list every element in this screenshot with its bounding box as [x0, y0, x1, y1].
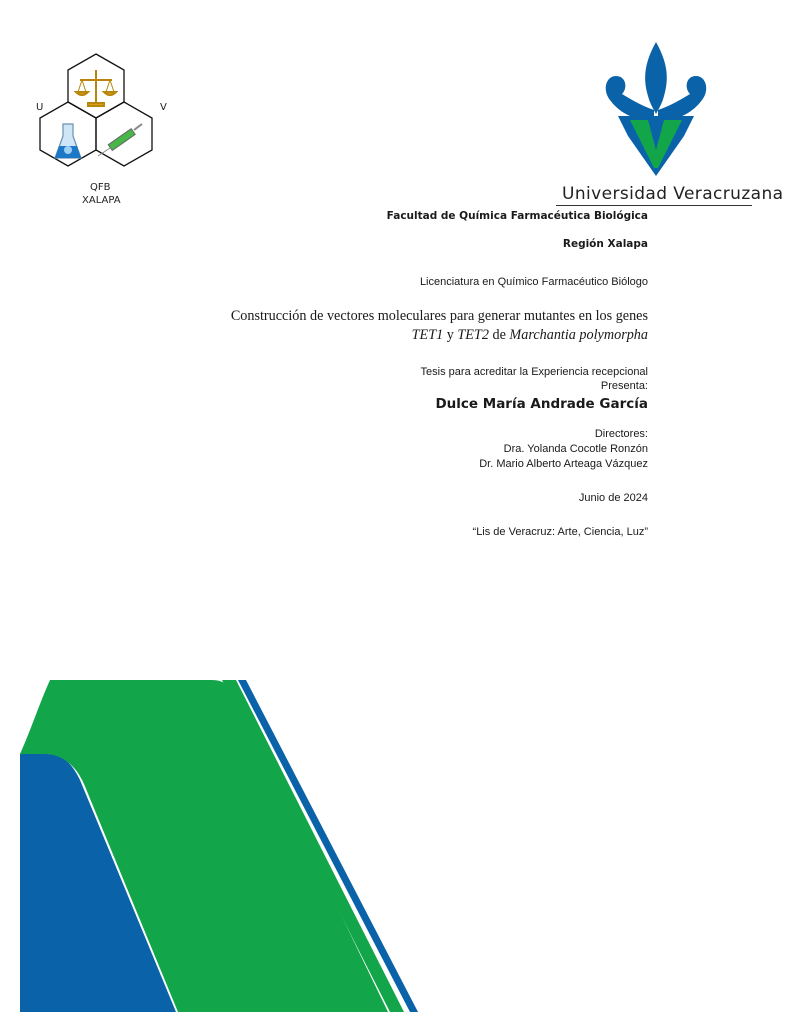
- logo-letter-u: U: [36, 102, 44, 113]
- syringe-icon: [98, 124, 142, 156]
- thesis-type: Tesis para acreditar la Experiencia recepcional: [420, 366, 648, 378]
- university-name: Universidad Veracruzana: [562, 184, 784, 204]
- title-conjunction: y: [446, 327, 454, 343]
- date: Junio de 2024: [578, 492, 648, 504]
- balance-scale-icon: [76, 70, 116, 106]
- logo-text-xalapa: XALAPA: [82, 195, 121, 206]
- logo-letter-v: V: [160, 102, 167, 113]
- gene-tet1: TET1: [411, 327, 444, 343]
- author-name: Dulce María Andrade García: [435, 396, 648, 412]
- directors-label: Directores:: [594, 428, 648, 440]
- director-1: Dra. Yolanda Cocotle Ronzón: [503, 443, 648, 455]
- logo-text-qfb: QFB: [90, 182, 111, 193]
- flask-icon: [55, 124, 81, 158]
- uv-logo: [598, 40, 714, 182]
- gene-tet2: TET2: [457, 327, 489, 343]
- species-name: Marchantia polymorpha: [509, 327, 648, 343]
- thesis-title-line1: Construcción de vectores moleculares para generar mutantes en los genes: [230, 308, 648, 324]
- degree-name: Licenciatura en Químico Farmacéutico Biólogo: [419, 276, 648, 288]
- decorative-stripes: [0, 672, 460, 1024]
- region-name: Región Xalapa: [562, 238, 648, 250]
- director-2: Dr. Mario Alberto Arteaga Vázquez: [479, 458, 648, 470]
- title-preposition: de: [492, 327, 506, 343]
- fleur-de-lis-icon: [598, 40, 714, 182]
- motto: “Lis de Veracruz: Arte, Ciencia, Luz”: [472, 526, 648, 538]
- thesis-title-line2: [412, 327, 648, 344]
- qfb-logo: [26, 52, 176, 212]
- faculty-name: Facultad de Química Farmacéutica Biológica: [386, 210, 648, 222]
- presents-label: Presenta:: [600, 380, 648, 392]
- university-divider: [556, 205, 752, 206]
